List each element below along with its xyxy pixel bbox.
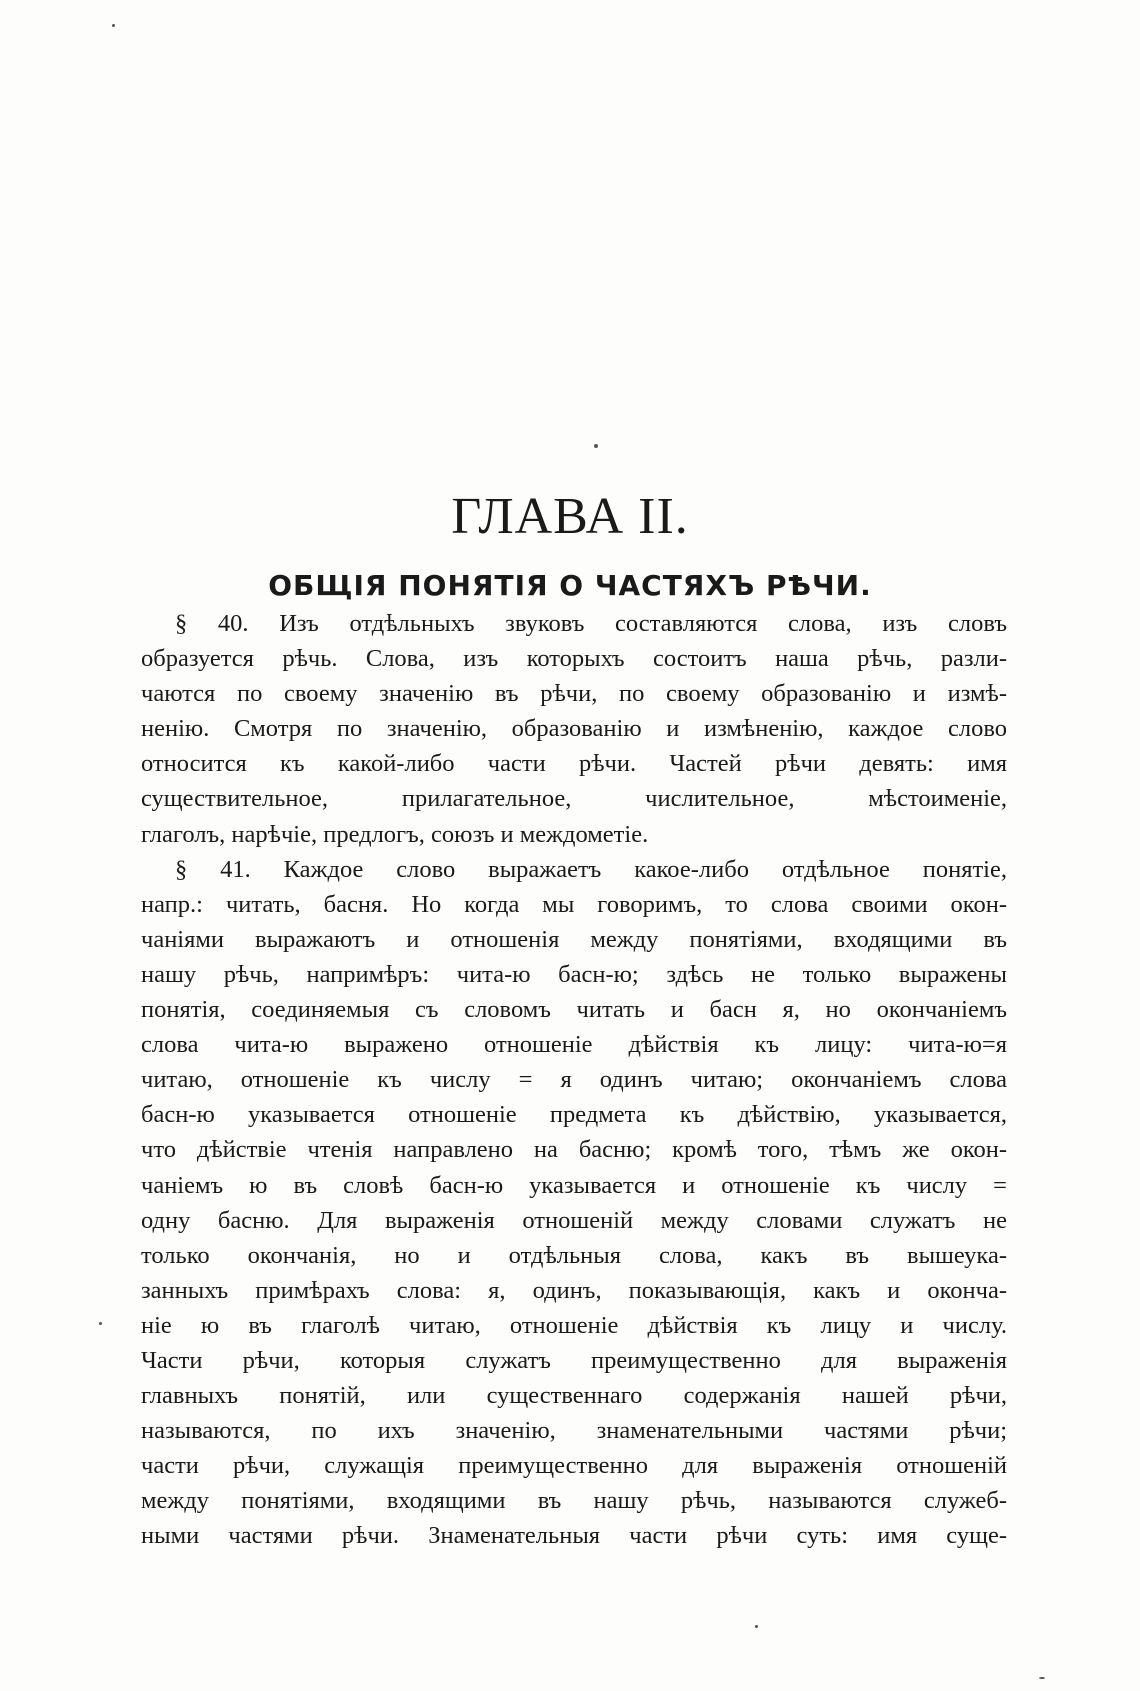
text-line: между понятіями, входящими въ нашу рѣчь, называются служеб- — [141, 1487, 1007, 1515]
print-speck — [1039, 1677, 1045, 1679]
text-line: нашу рѣчь, напримѣръ: чита-ю басн-ю; здѣсь не только выражены — [141, 960, 1007, 988]
print-speck — [112, 24, 115, 27]
text-line: что дѣйствіе чтенія направлено на басню; кромѣ того, тѣмъ же окон- — [141, 1136, 1007, 1164]
text-line: относится къ какой-либо части рѣчи. Частей рѣчи девять: имя — [141, 750, 1007, 778]
text-line: чаніями выражаютъ и отношенія между понятіями, входящими въ — [141, 925, 1007, 953]
text-line: одну басню. Для выраженія отношеній между словами служатъ не — [141, 1206, 1007, 1234]
text-line: главныхъ понятій, или существеннаго содержанія нашей рѣчи, — [141, 1382, 1007, 1410]
text-line: басн-ю указывается отношеніе предмета къ дѣйствію, указывается, — [141, 1101, 1007, 1129]
text-line: § 41. Каждое слово выражаетъ какое-либо отдѣльное понятіе, — [175, 855, 1007, 883]
text-line: Части рѣчи, которыя служатъ преимущественно для выраженія — [141, 1346, 1007, 1374]
text-line: занныхъ примѣрахъ слова: я, одинъ, показывающія, какъ и оконча- — [141, 1276, 1007, 1304]
text-line: ными частями рѣчи. Знаменательныя части рѣчи суть: имя суще- — [141, 1522, 1007, 1550]
chapter-heading: ГЛАВА II. — [451, 487, 689, 545]
text-line: только окончанія, но и отдѣльныя слова, какъ въ вышеука- — [141, 1241, 1007, 1269]
text-line: глаголъ, нарѣчіе, предлогъ, союзъ и междометіе. — [141, 820, 649, 848]
text-line: чаются по своему значенію въ рѣчи, по своему образованію и измѣ- — [141, 680, 1007, 708]
text-line: части рѣчи, служащія преимущественно для выраженія отношеній — [141, 1452, 1007, 1480]
text-line: образуется рѣчь. Слова, изъ которыхъ состоитъ наша рѣчь, разли- — [141, 645, 1007, 673]
text-line: ненію. Смотря по значенію, образованію и измѣненію, каждое слово — [141, 715, 1007, 743]
print-speck — [594, 444, 598, 448]
body-text — [141, 606, 1007, 1554]
print-speck — [755, 1625, 758, 1628]
text-line: напр.: читать, басня. Но когда мы говоримъ, то слова своими окон- — [141, 890, 1007, 918]
text-line: называются, по ихъ значенію, знаменательными частями рѣчи; — [141, 1417, 1007, 1445]
chapter-subtitle: ОБЩІЯ ПОНЯТІЯ О ЧАСТЯХЪ РѢЧИ. — [268, 569, 872, 603]
text-line: понятія, соединяемыя съ словомъ читать и басн я, но окончаніемъ — [141, 996, 1007, 1024]
text-line: слова чита-ю выражено отношеніе дѣйствія къ лицу: чита-ю=я — [141, 1031, 1007, 1059]
print-speck — [99, 1322, 102, 1325]
text-line: читаю, отношеніе къ числу = я одинъ читаю; окончаніемъ слова — [141, 1066, 1007, 1094]
text-line: ніе ю въ глаголѣ читаю, отношеніе дѣйствія къ лицу и числу. — [141, 1311, 1007, 1339]
text-line: существительное, прилагательное, числительное, мѣстоименіе, — [141, 785, 1007, 813]
text-line: чаніемъ ю въ словѣ басн-ю указывается и отношеніе къ числу = — [141, 1171, 1007, 1199]
text-line: § 40. Изъ отдѣльныхъ звуковъ составляются слова, изъ словъ — [175, 610, 1007, 637]
